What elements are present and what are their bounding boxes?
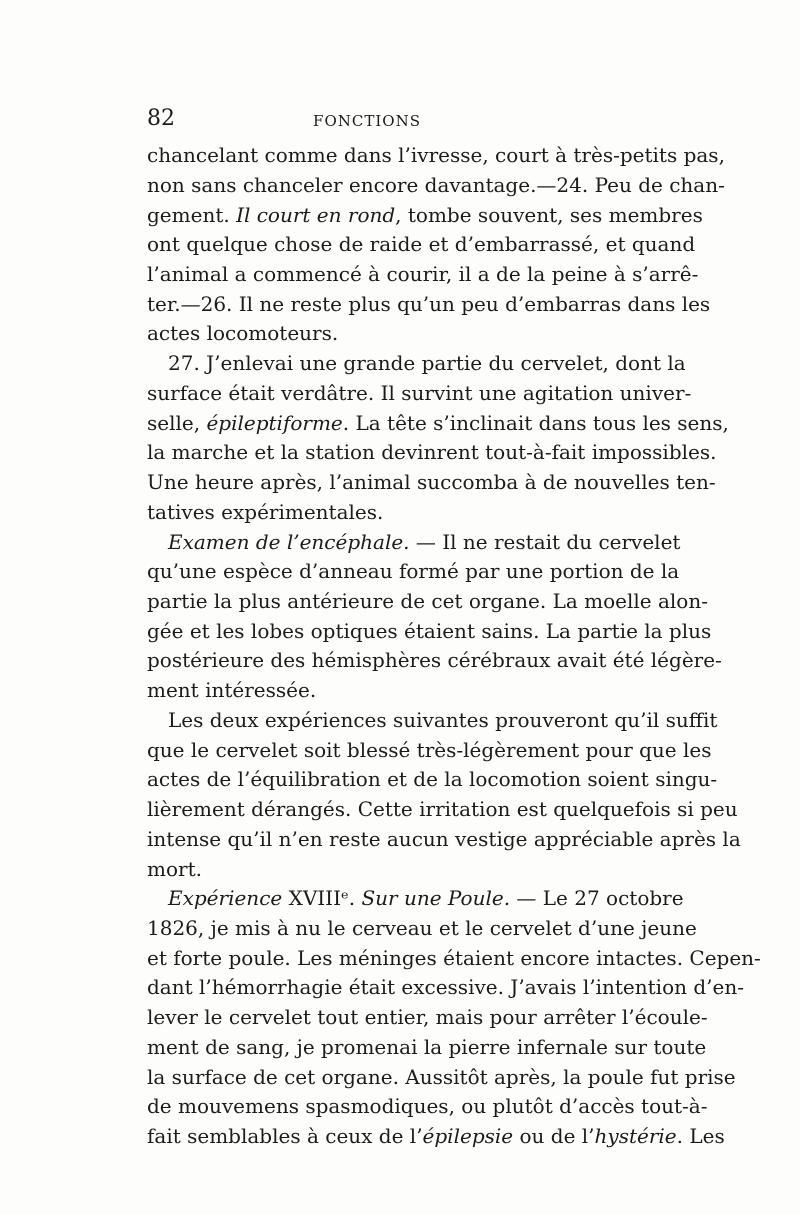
text-line [168, 348, 686, 378]
text-run: ter.—26. Il ne reste plus qu’un peu d’embarras dans les [147, 291, 711, 316]
text-line [147, 140, 725, 170]
text-line [147, 1032, 707, 1062]
text-line [147, 229, 696, 259]
text-line [147, 1002, 708, 1032]
text-run: dant l’hémorrhagie était excessive. J’avais l’intention d’en- [147, 975, 744, 1000]
text-line [147, 170, 725, 200]
text-line [147, 645, 722, 675]
text-run: Les deux expériences suivantes prouveront qu’il suffit [168, 707, 718, 732]
text-run: la surface de cet organe. Aussitôt après, la poule fut prise [147, 1064, 736, 1089]
running-head [147, 104, 657, 136]
italic-run: épilepsie [422, 1124, 514, 1149]
text-run: postérieure des hémisphères cérébraux avait été légère- [147, 648, 722, 673]
text-run: surface était verdâtre. Il survint une agitation univer- [147, 380, 692, 405]
text-run: que le cervelet soit blessé très-légèrement pour que les [147, 737, 712, 762]
text-run: — Le 27 octobre [510, 886, 684, 911]
text-line [147, 616, 712, 646]
text-run: gement. [147, 202, 237, 227]
text-line [168, 705, 718, 735]
text-line [147, 794, 738, 824]
text-run: tatives expérimentales. [147, 499, 384, 524]
text-line [147, 467, 716, 497]
text-line [147, 259, 699, 289]
text-line [147, 735, 712, 765]
text-run: intense qu’il n’en reste aucun vestige appréciable après la [147, 826, 741, 851]
text-run: — Il ne restait du cervelet [409, 529, 681, 554]
italic-run: Il court en rond [236, 202, 396, 227]
italic-run: Expérience [168, 886, 283, 911]
text-run: selle, [147, 410, 207, 435]
text-run: ment de sang, je promenai la pierre infernale sur toute [147, 1034, 707, 1059]
italic-run: épileptiforme [206, 410, 343, 435]
italic-run: hystérie [594, 1124, 677, 1149]
text-line [147, 378, 692, 408]
text-line [147, 497, 653, 527]
text-run: gée et les lobes optiques étaient sains. La partie la plus [147, 618, 712, 643]
running-title: FONCTIONS [313, 112, 421, 130]
text-run: XVIIIᵉ. [282, 886, 362, 911]
text-run: ment intéressée. [147, 678, 317, 703]
text-run: . La tête s’inclinait dans tous les sens, [342, 410, 729, 435]
text-run: la marche et la station devinrent tout-à-fait impossibles. [147, 440, 717, 465]
text-line [147, 943, 761, 973]
text-run: Une heure après, l’animal succomba à de nouvelles ten- [147, 470, 716, 494]
text-run: , tombe souvent, ses membres [395, 202, 703, 227]
text-run: non sans chanceler encore davantage.—24. Peu de chan- [147, 172, 725, 197]
text-run: ou de l’ [513, 1124, 595, 1149]
text-run: partie la plus antérieure de cet organe. La moelle alon- [147, 589, 708, 613]
text-line [147, 437, 717, 467]
text-line [147, 289, 711, 319]
text-line [147, 972, 744, 1002]
text-run: mort. [147, 856, 202, 881]
text-line [147, 200, 703, 230]
text-run: actes de l’équilibration et de la locomotion soient singu- [147, 767, 718, 792]
text-line [147, 318, 653, 348]
italic-run: Examen de l’encéphale. [168, 529, 410, 554]
text-line [147, 556, 680, 586]
text-run: 1826, je mis à nu le cerveau et le cervelet d’une jeune [147, 916, 697, 940]
text-run: ont quelque chose de raide et d’embarrassé, et quand [147, 232, 696, 257]
text-line [168, 883, 684, 913]
text-run: chancelant comme dans l’ivresse, court à très-petits pas, [147, 143, 725, 167]
text-run: . Les [676, 1124, 725, 1149]
text-line [147, 1091, 708, 1121]
page-number: 82 [147, 106, 175, 131]
text-line [147, 824, 741, 854]
text-run: actes locomoteurs. [147, 321, 339, 346]
text-line [147, 854, 653, 884]
text-run: 27. J’enlevai une grande partie du cervelet, dont la [168, 351, 686, 376]
italic-run: Sur une Poule. [361, 886, 511, 911]
text-line [147, 1121, 725, 1151]
text-line [168, 527, 681, 557]
text-run: lièrement dérangés. Cette irritation est quelquefois si peu [147, 797, 738, 822]
text-line [147, 1062, 736, 1092]
text-line [147, 586, 708, 616]
text-run: l’animal a commencé à courir, il a de la peine à s’arrê- [147, 261, 699, 286]
text-line [147, 408, 729, 438]
text-run: fait semblables à ceux de l’ [147, 1124, 423, 1149]
text-run: et forte poule. Les méninges étaient encore intactes. Cepen- [147, 945, 761, 970]
text-line [147, 764, 718, 794]
text-run: lever le cervelet tout entier, mais pour arrêter l’écoule- [147, 1005, 708, 1030]
text-line [147, 675, 653, 705]
text-line [147, 913, 697, 943]
text-run: de mouvemens spasmodiques, ou plutôt d’accès tout-à- [147, 1094, 708, 1119]
text-run: qu’une espèce d’anneau formé par une portion de la [147, 559, 680, 584]
